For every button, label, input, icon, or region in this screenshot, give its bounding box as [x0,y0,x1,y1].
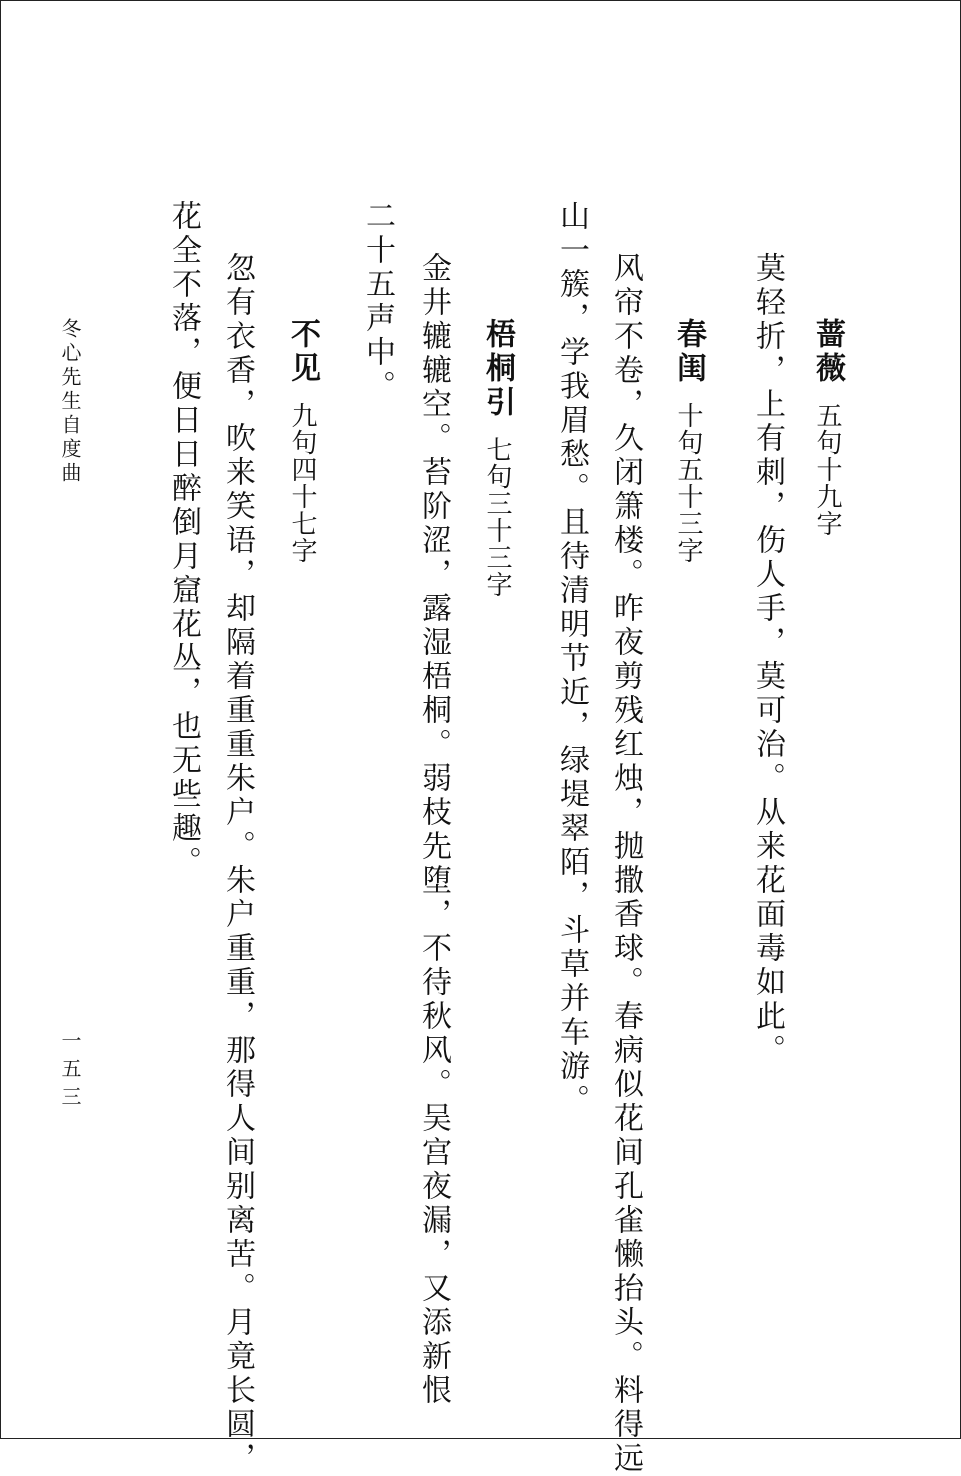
poem-meta: 五句十九字 [812,402,842,537]
poem-line: 花全不落，便日日醉倒月窟花丛，也无些趣。 [166,200,201,880]
poem-line: 忽有衣香，吹来笑语，却隔着重重朱户。朱户重重，那得人间别离苦。月竟长圆， [220,252,255,1476]
poem-line: 莫轻折，上有刺，伤人手，莫可治。从来花面毒如此。 [750,252,785,1068]
poem-title-wutongyin [480,318,515,598]
poem-meta: 九句四十七字 [287,402,317,564]
poem-line: 山一簇，学我眉愁。且待清明节近，绿堤翠陌，斗草并车游。 [554,200,589,1118]
poem-title-text: 梧桐引 [480,318,515,420]
poem-title-chungui [671,318,706,564]
poem-line: 风帘不卷，久闭箫楼。昨夜剪残红烛，抛撒香球。春病似花间孔雀懒抬头。料得远 [608,252,643,1476]
poem-meta: 十句五十三字 [673,402,703,564]
poem-title-text: 春闺 [671,318,706,386]
poem-line: 金井辘辘空。苔阶涩，露湿梧桐。弱枝先堕，不待秋风。吴宫夜漏，又添新恨 [416,252,451,1408]
poem-meta: 七句三十三字 [482,436,512,598]
poem-line: 二十五声中。 [360,200,395,404]
poem-title-text: 蔷薇 [810,318,845,386]
poem-title-qiangwei [810,318,845,537]
poem-title-bujian [285,318,320,564]
running-title: 冬心先生自度曲 [58,318,82,486]
page-number: 一五三 [58,1030,82,1114]
poem-title-text: 不见 [285,318,320,386]
